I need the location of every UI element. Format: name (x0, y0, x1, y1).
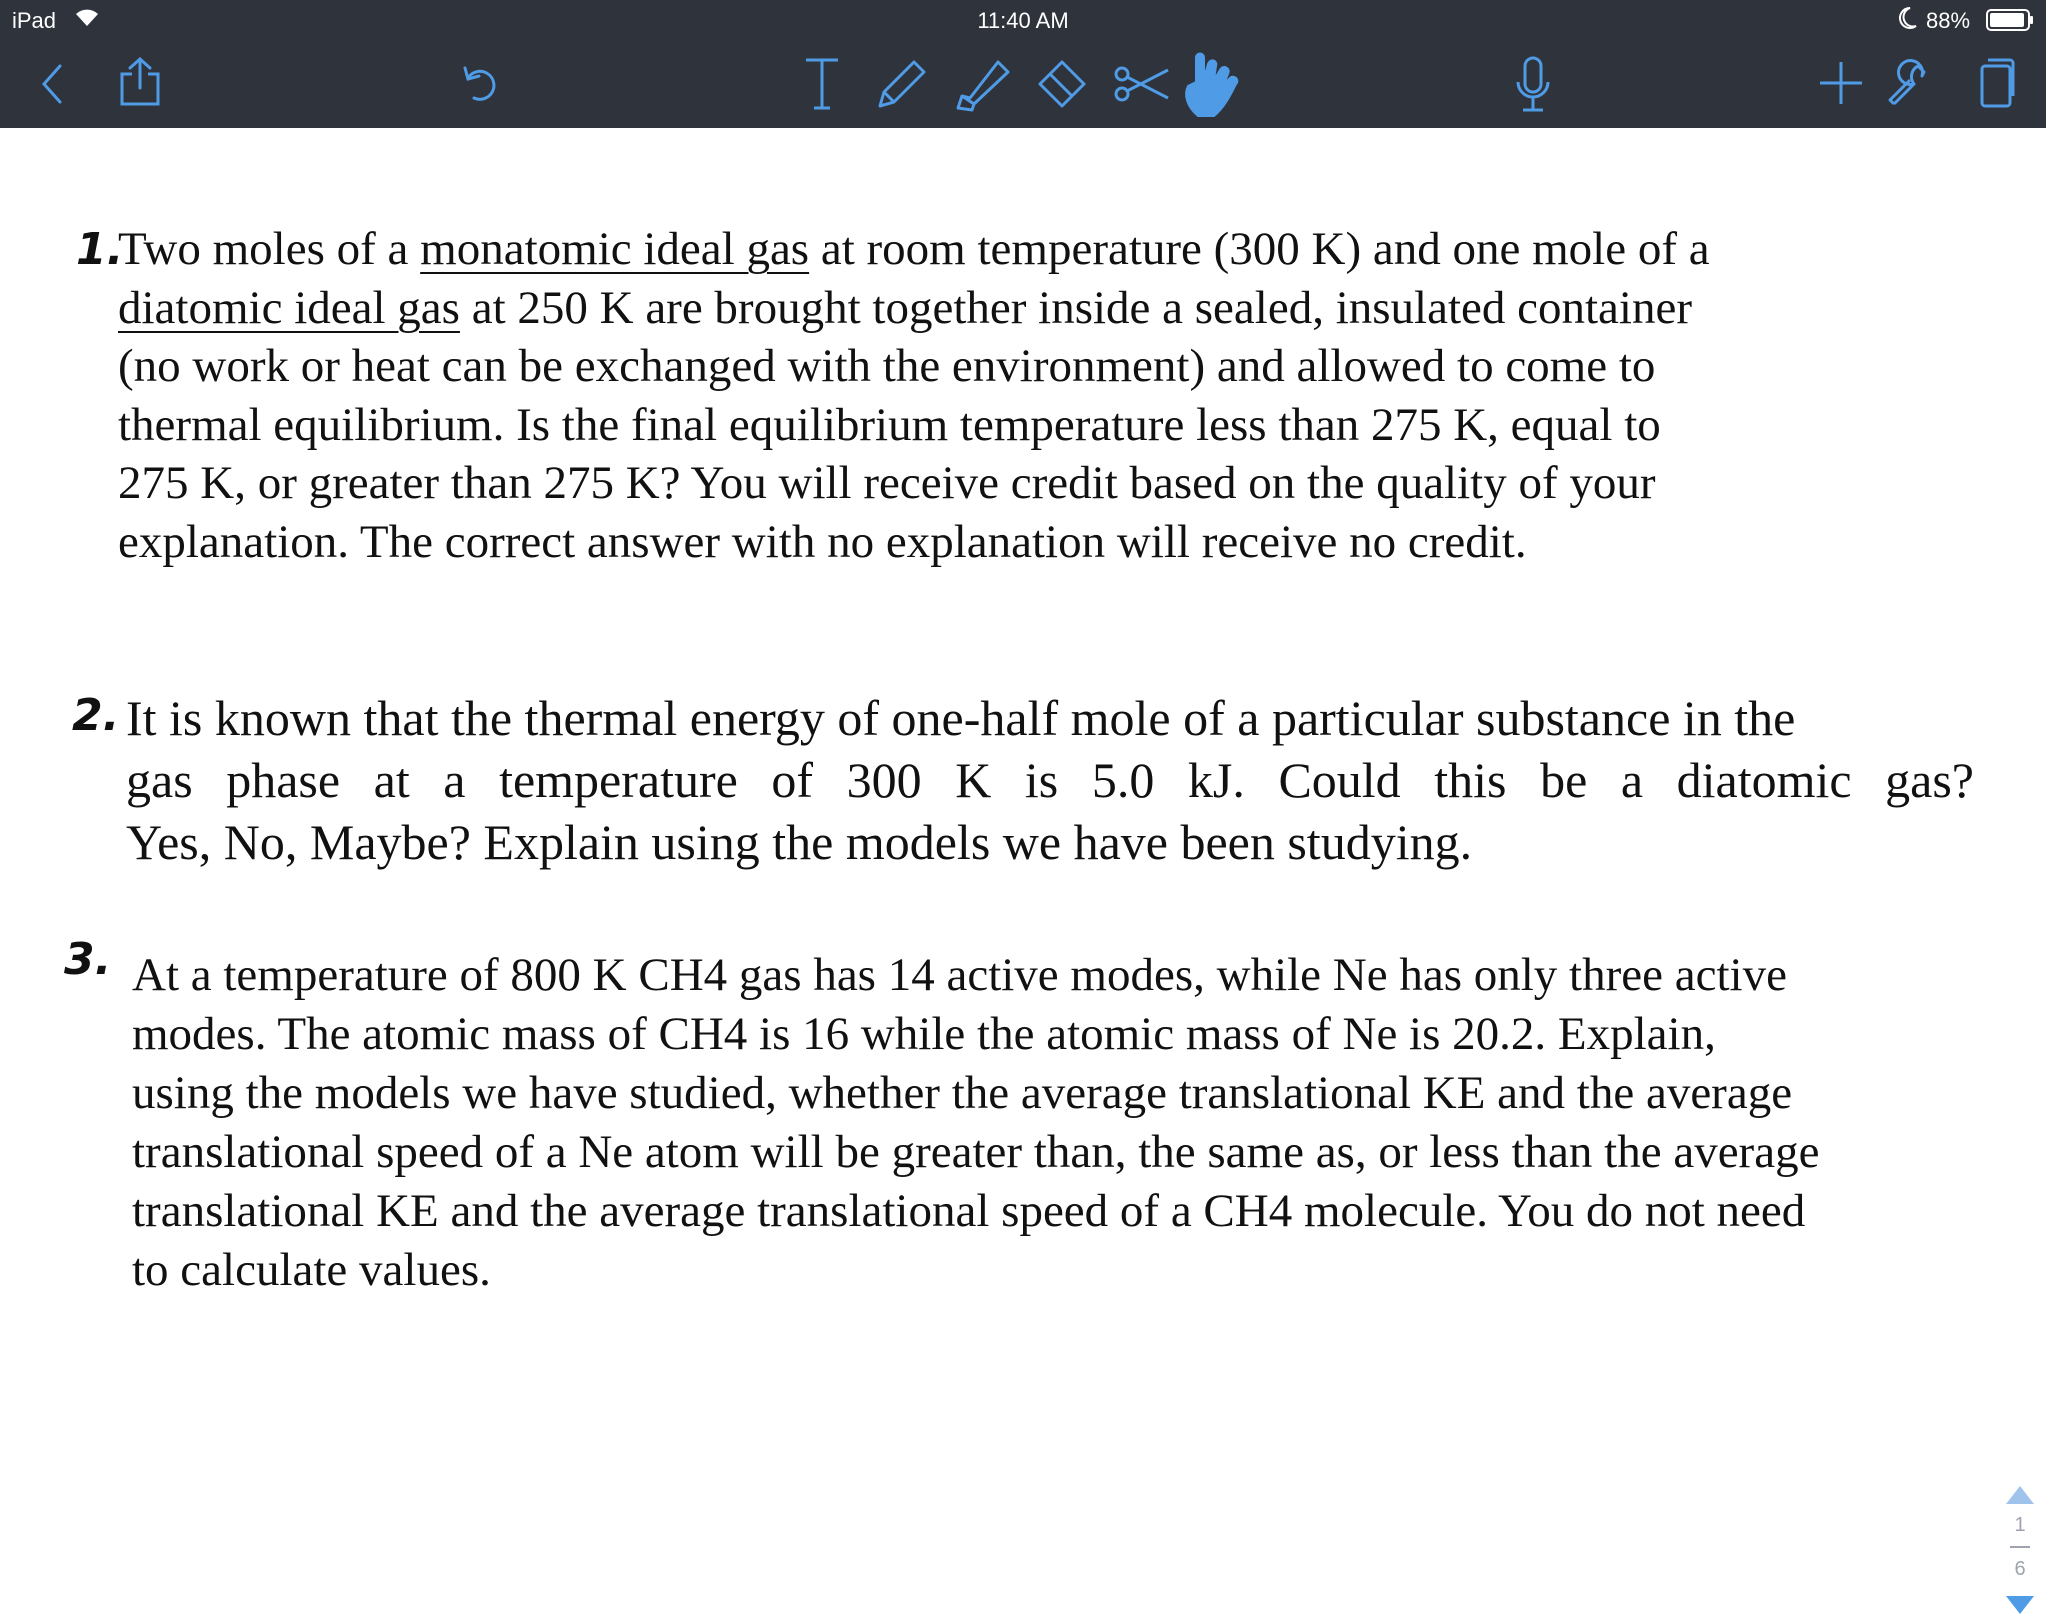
document-page[interactable] (0, 128, 2046, 1580)
question-3 (132, 946, 1952, 1300)
total-pages: 6 (2014, 1558, 2026, 1580)
question-2 (126, 687, 1974, 873)
pen-icon[interactable] (872, 54, 932, 114)
current-page-number: 1 (2014, 1514, 2026, 1536)
question-1-line: diatomic ideal gas at 250 K are brought together inside a sealed, insulated container (118, 281, 1692, 334)
next-page-icon[interactable] (2004, 1594, 2036, 1616)
toolbar (0, 40, 2046, 128)
add-icon[interactable] (1818, 60, 1864, 106)
question-1 (118, 220, 1918, 571)
question-1-line: explanation. The correct answer with no explanation will receive no credit. (118, 515, 1527, 568)
question-1-line: thermal equilibrium. Is the final equilibrium temperature less than 275 K, equal to (118, 398, 1661, 451)
scissors-icon[interactable] (1112, 58, 1172, 110)
question-3-line: modes. The atomic mass of CH4 is 16 while the atomic mass of Ne is 20.2. Explain, (132, 1008, 1716, 1060)
underlined-phrase: monatomic ideal gas (420, 223, 810, 275)
eraser-icon[interactable] (1032, 54, 1092, 114)
text-tool-icon[interactable] (802, 56, 842, 112)
undo-icon[interactable] (462, 64, 502, 104)
question-1-line: 275 K, or greater than 275 K? You will receive credit based on the quality of your (118, 457, 1656, 509)
battery-percentage: 88% (1926, 8, 1971, 33)
underlined-phrase: diatomic ideal gas (118, 281, 460, 334)
battery-icon (1986, 9, 2034, 31)
wrench-icon[interactable] (1886, 58, 1938, 110)
back-icon[interactable] (38, 62, 68, 106)
question-1-line: Two moles of a monatomic ideal gas at room temperature (300 K) and one mole of a (118, 223, 1710, 275)
do-not-disturb-icon (1896, 6, 1918, 30)
status-bar (0, 0, 2046, 40)
share-icon[interactable] (118, 56, 162, 108)
question-number-3: 3. (64, 934, 112, 985)
question-3-line: using the models we have studied, whether the average translational KE and the average (132, 1067, 1793, 1119)
clock: 11:40 AM (977, 8, 1069, 33)
question-3-line: At a temperature of 800 K CH4 gas has 14 active modes, while Ne has only three active (132, 949, 1787, 1001)
page-separator (2010, 1546, 2030, 1548)
question-2-line: Yes, No, Maybe? Explain using the models we have been studying. (126, 814, 1473, 870)
question-2-line: It is known that the thermal energy of one-half mole of a particular substance in the (126, 690, 1796, 746)
previous-page-icon[interactable] (2004, 1484, 2036, 1506)
question-1-line: (no work or heat can be exchanged with the environment) and allowed to come to (118, 340, 1656, 392)
question-2-line: gas phase at a temperature of 300 K is 5.0 kJ. Could this be a diatomic gas? (126, 752, 1974, 808)
question-number-2: 2. (72, 690, 120, 741)
hand-icon[interactable] (1178, 46, 1244, 122)
highlighter-icon[interactable] (952, 54, 1012, 114)
question-number-1: 1. (76, 224, 124, 275)
microphone-icon[interactable] (1514, 54, 1552, 116)
page-icon[interactable] (1976, 56, 2016, 110)
question-3-line: translational KE and the average translational speed of a CH4 molecule. You do not need (132, 1185, 1806, 1237)
page-navigator (2004, 1484, 2036, 1614)
question-3-line: translational speed of a Ne atom will be greater than, the same as, or less than the average (132, 1126, 1820, 1178)
question-3-line: to calculate values. (132, 1244, 491, 1296)
device-name: iPad (12, 8, 57, 33)
